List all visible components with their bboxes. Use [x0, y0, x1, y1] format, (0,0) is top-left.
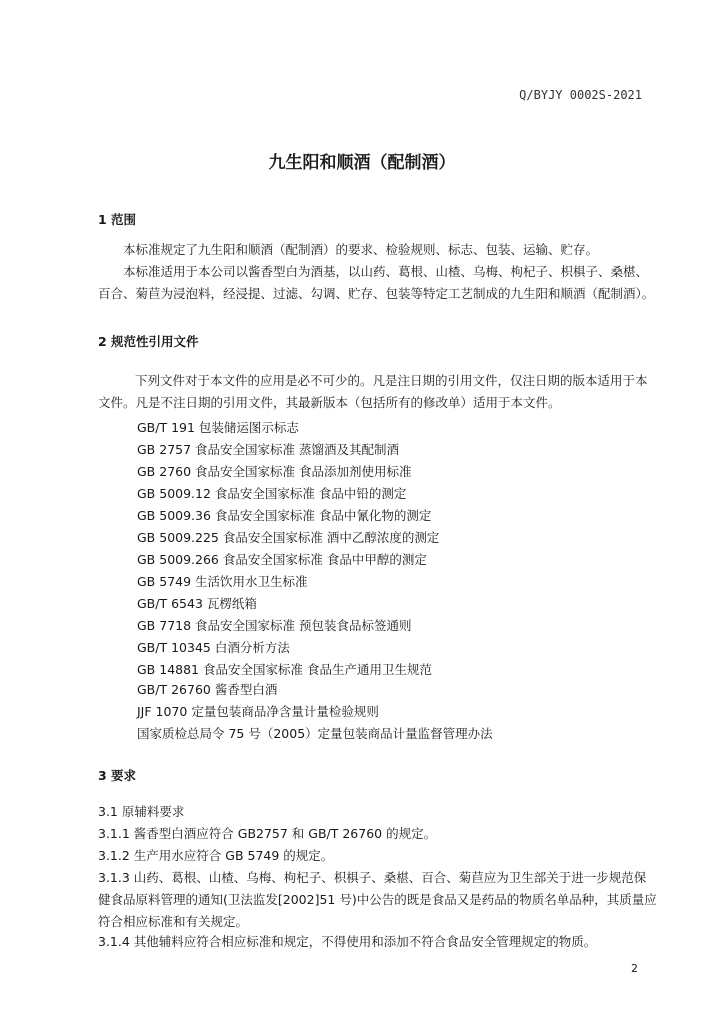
reference-item: GB 5009.12 食品安全国家标准 食品中铅的测定 [137, 486, 407, 501]
reference-item: GB 5009.36 食品安全国家标准 食品中氰化物的测定 [137, 508, 432, 523]
clause-3-1-2: 3.1.2 生产用水应符合 GB 5749 的规定。 [98, 848, 334, 863]
reference-item: 国家质检总局令 75 号（2005）定量包装商品计量监督管理办法 [137, 726, 493, 741]
clause-3-1-1: 3.1.1 酱香型白酒应符合 GB2757 和 GB/T 26760 的规定。 [98, 826, 437, 841]
document-number: Q/BYJY 0002S-2021 [519, 88, 642, 102]
reference-item: GB 2760 食品安全国家标准 食品添加剂使用标准 [137, 464, 412, 479]
reference-item: JJF 1070 定量包装商品净含量计量检验规则 [137, 704, 379, 719]
document-title: 九生阳和顺酒（配制酒） [268, 153, 456, 173]
reference-item: GB/T 191 包装储运图示标志 [137, 420, 299, 435]
reference-item: GB/T 26760 酱香型白酒 [137, 682, 278, 697]
clause-3-1-3: 3.1.3 山药、葛根、山楂、乌梅、枸杞子、枳椇子、桑椹、百合、菊苣应为卫生部关于进一步规范保健食品原料管理的通知(卫法监发[2002]51 号)中公告的既是食品又是药品的物质名单品种，其质量应符合相应标准和有关规定。 [98, 870, 657, 929]
reference-item: GB/T 6543 瓦楞纸箱 [137, 596, 257, 611]
reference-item: GB 2757 食品安全国家标准 蒸馏酒及其配制酒 [137, 442, 399, 457]
section-2-intro: 下列文件对于本文件的应用是必不可少的。凡是注日期的引用文件，仅注日期的版本适用于本文件。凡是不注日期的引用文件，其最新版本（包括所有的修改单）适用于本文件。 [98, 373, 648, 410]
section-1-heading: 1 范围 [98, 212, 137, 227]
reference-item: GB 5009.225 食品安全国家标准 酒中乙醇浓度的测定 [137, 530, 440, 545]
section-3-heading: 3 要求 [98, 768, 137, 783]
page-number: 2 [631, 962, 638, 975]
reference-item: GB 7718 食品安全国家标准 预包装食品标签通则 [137, 618, 412, 633]
section-1-paragraph-2: 本标准适用于本公司以酱香型白为酒基，以山药、葛根、山楂、乌梅、枸杞子、枳椇子、桑椹、百合、菊苣为浸泡料，经浸提、过滤、勾调、贮存、包装等特定工艺制成的九生阳和顺酒（配制酒）。 [98, 264, 655, 301]
section-1-paragraph-1: 本标准规定了九生阳和顺酒（配制酒）的要求、检验规则、标志、包装、运输、贮存。 [123, 242, 599, 257]
section-2-heading: 2 规范性引用文件 [98, 334, 199, 349]
reference-item: GB/T 10345 白酒分析方法 [137, 640, 290, 655]
reference-item: GB 5749 生活饮用水卫生标准 [137, 574, 308, 589]
subsection-3-1-heading: 3.1 原辅料要求 [98, 804, 185, 819]
reference-item: GB 5009.266 食品安全国家标准 食品中甲醇的测定 [137, 552, 427, 567]
reference-item: GB 14881 食品安全国家标准 食品生产通用卫生规范 [137, 662, 432, 677]
clause-3-1-4: 3.1.4 其他辅料应符合相应标准和规定，不得使用和添加不符合食品安全管理规定的物质。 [98, 934, 597, 949]
